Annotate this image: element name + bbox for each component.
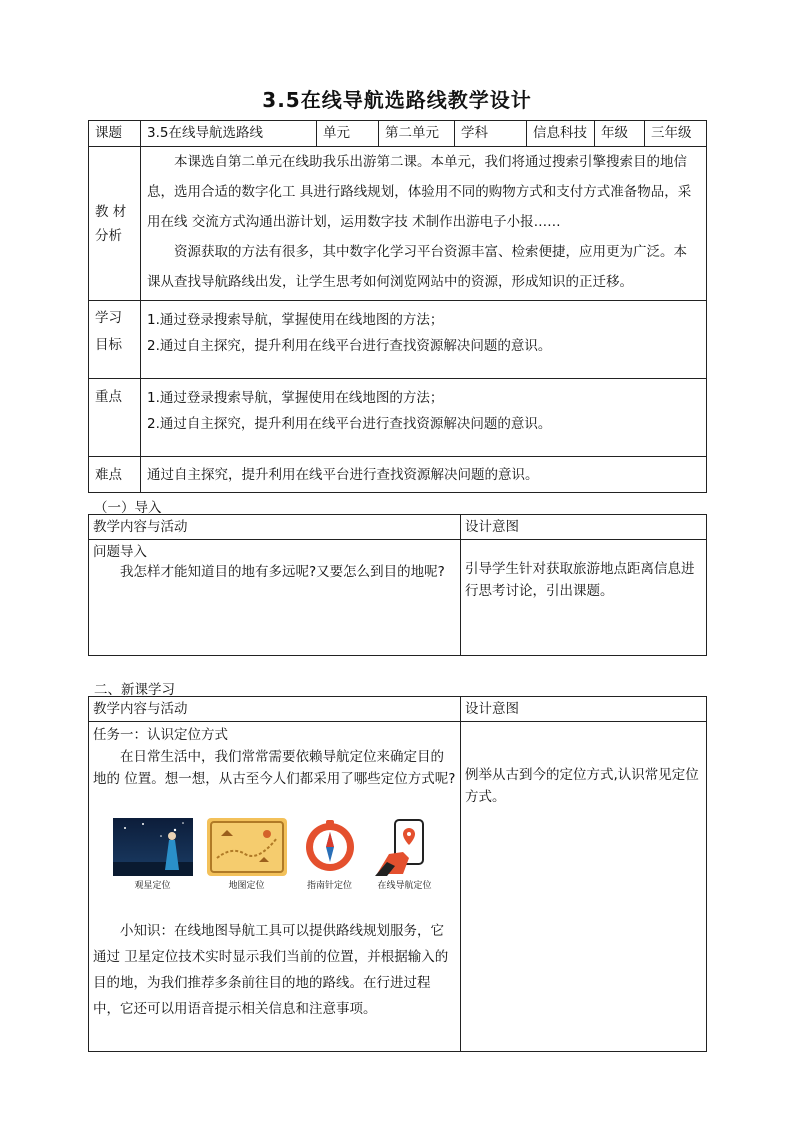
difficulty-label: 难点: [89, 457, 141, 493]
lesson-info-table: [88, 120, 707, 493]
topic-label: 课题: [89, 121, 141, 147]
analysis-content: [141, 147, 707, 301]
difficulty-value: 通过自主探究，提升利用在线平台进行查找资源解决问题的意识。: [141, 457, 707, 493]
map-image: [207, 818, 287, 876]
goal-item-1: 1.通过登录搜索导航，掌握使用在线地图的方法；: [147, 312, 444, 328]
unit-label: 单元: [317, 121, 379, 147]
pic-label-1: 观星定位: [134, 881, 171, 891]
intro-col-header-content: 教学内容与活动: [89, 515, 461, 540]
online-navigation-image: [373, 818, 437, 876]
online-navigation-picture: [373, 818, 437, 892]
newlesson-col-header-intent: 设计意图: [461, 697, 707, 722]
goal-item-2: 2.通过自主探究，提升利用在线平台进行查找资源解决问题的意识。: [147, 338, 552, 354]
map-picture: [207, 818, 287, 892]
goals-label-line2: 目标: [95, 337, 122, 353]
stargazing-image: [113, 818, 193, 876]
page-title: 3.5在线导航选路线教学设计: [262, 88, 532, 112]
newlesson-col-header-content: 教学内容与活动: [89, 697, 461, 722]
tip-text: 小知识：在线地图导航工具可以提供路线规划服务，它通过 卫星定位技术实时显示我们当前的位置，并根据输入的 目的地，为我们推荐多条前往目的地的路线。在行进过程中，它还可以用语音提示相关信息和注意事项。: [93, 923, 449, 1017]
analysis-paragraph-1: 本课选自第二单元在线助我乐出游第二课。本单元，我们将通过搜索引擎搜索目的地信息，选用合适的数字化工 具进行路线规划，体验用不同的购物方式和支付方式准备物品，采用在线 交流方式沟通出游计划，运用数字技 术制作出游电子小报……: [147, 154, 692, 230]
task-text: 在日常生活中，我们常常需要依赖导航定位来确定目的地的 位置。想一想，从古至今人们都采用了哪些定位方式呢?: [93, 749, 456, 787]
compass-image: [301, 818, 359, 876]
key-item-2: 2.通过自主探究，提升利用在线平台进行查找资源解决问题的意识。: [147, 416, 552, 432]
task-heading: 任务一：认识定位方式: [93, 727, 228, 743]
subject-label: 学科: [455, 121, 527, 147]
grade-label: 年级: [595, 121, 645, 147]
intro-table: [88, 514, 707, 656]
newlesson-table: [88, 696, 707, 1052]
newlesson-content: [89, 722, 461, 1052]
intro-section-title: （一）导入: [94, 500, 162, 516]
pic-label-4: 在线导航定位: [377, 881, 432, 891]
analysis-label-line1: 教 材: [95, 203, 127, 220]
unit-value: 第二单元: [379, 121, 455, 147]
grade-value: 三年级: [645, 121, 707, 147]
stargazing-picture: [113, 818, 193, 892]
topic-value: 3.5在线导航选路线: [141, 121, 317, 147]
goals-label: [89, 301, 141, 379]
analysis-paragraph-2: 资源获取的方法有很多，其中数字化学习平台资源丰富、检索便捷，应用更为广泛。本课从查找导航路线出发，让学生思考如何浏览网站中的资源，形成知识的正迁移。: [147, 244, 687, 290]
analysis-label-line2: 分析: [95, 227, 122, 244]
subject-value: 信息科技: [527, 121, 595, 147]
pic-label-3: 指南针定位: [306, 881, 352, 891]
key-item-1: 1.通过登录搜索导航，掌握使用在线地图的方法；: [147, 390, 444, 406]
pic-label-2: 地图定位: [228, 881, 265, 891]
intro-content: [89, 540, 461, 656]
analysis-label: [89, 147, 141, 301]
intro-col-header-intent: 设计意图: [461, 515, 707, 540]
positioning-methods-images: [93, 818, 456, 892]
compass-picture: [301, 818, 359, 892]
intro-intent: 引导学生针对获取旅游地点距离信息进行思考讨论，引出课题。: [461, 540, 707, 656]
newlesson-section-title: 二、新课学习: [94, 682, 175, 698]
goals-content: [141, 301, 707, 379]
goals-label-line1: 学习: [95, 310, 122, 326]
key-content: [141, 379, 707, 457]
key-label: 重点: [89, 379, 141, 457]
newlesson-intent: 例举从古到今的定位方式,认识常见定位方式。: [461, 722, 707, 1052]
intro-text: 我怎样才能知道目的地有多远呢?又要怎么到目的地呢?: [120, 564, 445, 580]
intro-heading: 问题导入: [93, 544, 147, 560]
